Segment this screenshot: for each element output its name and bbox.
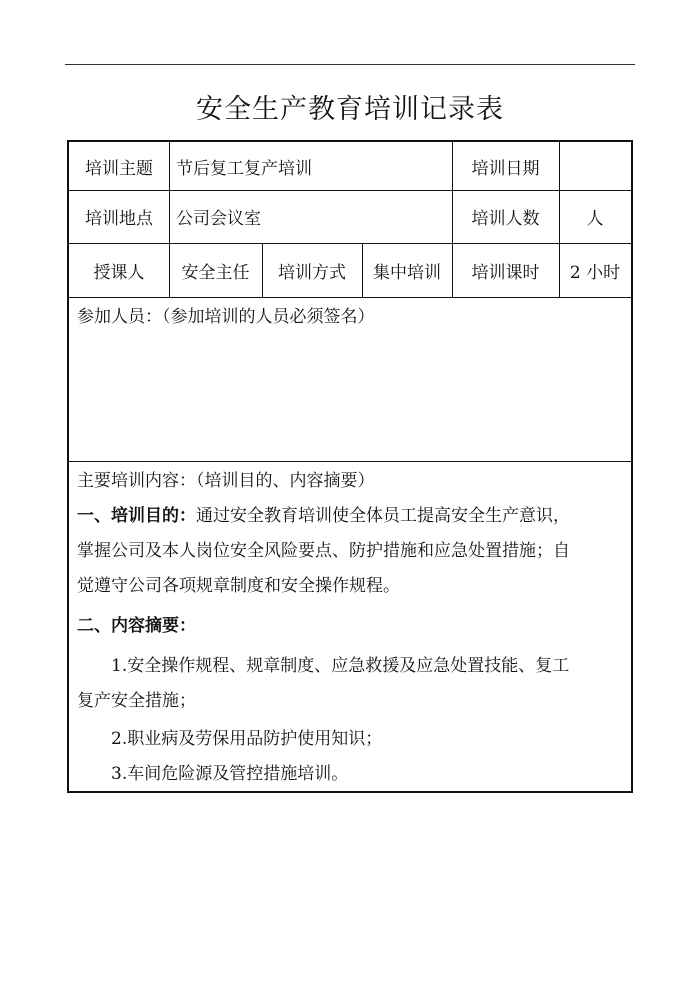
signature-area[interactable] (69, 332, 631, 460)
summary-item-3: 3.车间危险源及管控措施培训。 (111, 764, 349, 784)
date-value[interactable] (559, 142, 631, 190)
hours-value[interactable]: 2 小时 (569, 262, 621, 283)
date-label: 培训日期 (471, 158, 540, 179)
row-divider (69, 297, 631, 298)
purpose-heading: 一、培训目的： (77, 506, 196, 526)
count-unit[interactable]: 人 (586, 209, 604, 229)
summary-item-1-line-2: 复产安全措施； (77, 691, 196, 711)
location-label: 培训地点 (85, 209, 153, 229)
method-value[interactable]: 集中培训 (373, 262, 441, 283)
purpose-text-1: 通过安全教育培训使全体员工提高安全生产意识， (196, 506, 570, 526)
count-label: 培训人数 (471, 209, 540, 229)
summary-item-2: 2.职业病及劳保用品防护使用知识； (111, 729, 383, 749)
participants-label: 参加人员：（参加培训的人员必须签名） (77, 307, 375, 327)
summary-heading: 二、内容摘要： (77, 616, 196, 636)
purpose-line-1 (77, 499, 570, 534)
purpose-line-2: 掌握公司及本人岗位安全风险要点、防护措施和应急处置措施；自 (77, 541, 570, 561)
page-title: 安全生产教育培训记录表 (196, 94, 504, 125)
method-label: 培训方式 (278, 262, 346, 283)
lecturer-label: 授课人 (93, 262, 145, 283)
lecturer-value[interactable]: 安全主任 (181, 262, 250, 283)
location-value[interactable]: 公司会议室 (176, 209, 261, 229)
header-rule (65, 64, 635, 65)
content-header: 主要培训内容：（培训目的、内容摘要） (77, 471, 375, 491)
purpose-line-3: 觉遵守公司各项规章制度和安全操作规程。 (77, 576, 400, 596)
row-divider (69, 461, 631, 462)
topic-value[interactable]: 节后复工复产培训 (176, 158, 312, 179)
hours-label: 培训课时 (471, 262, 540, 283)
summary-item-1-line-1: 1.安全操作规程、规章制度、应急救援及应急处置技能、复工 (111, 656, 570, 676)
topic-label: 培训主题 (85, 158, 153, 179)
training-record-form (67, 140, 633, 793)
